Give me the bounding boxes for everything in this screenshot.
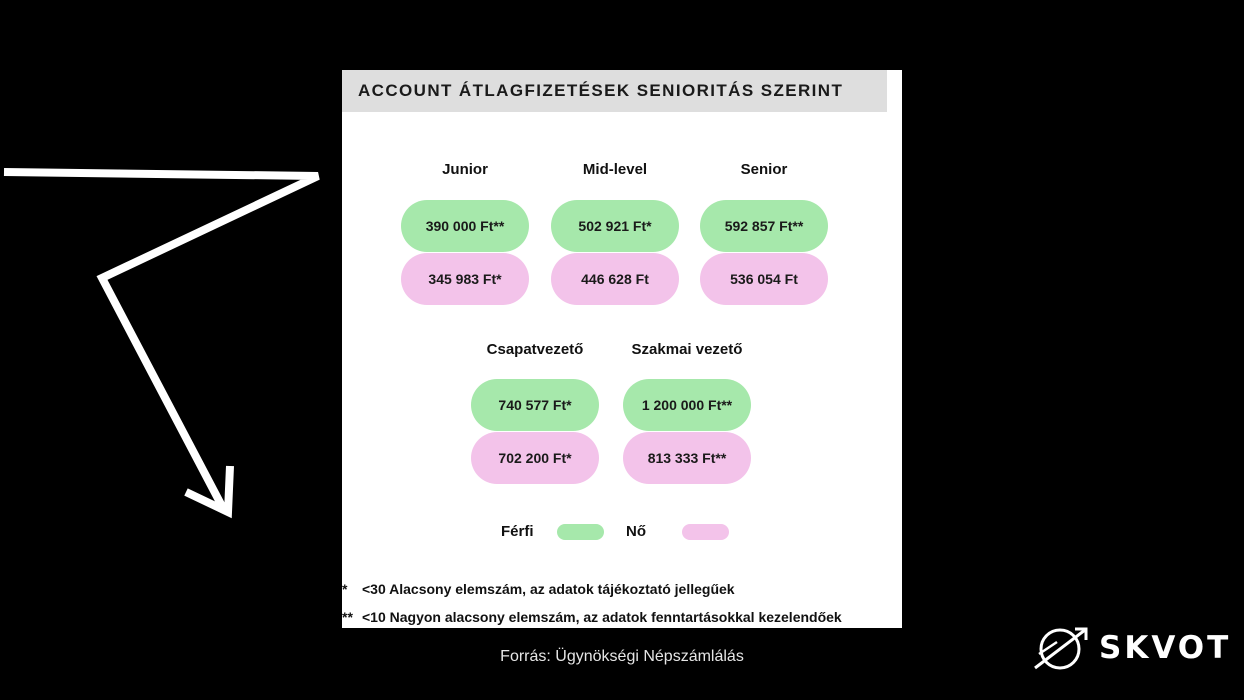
legend-male-label: Férfi [501, 523, 534, 540]
level-junior-label: Junior [442, 161, 488, 178]
mid-male-value: 502 921 Ft* [551, 200, 679, 252]
level-mid-label: Mid-level [582, 161, 648, 178]
footnote-double-star [342, 609, 842, 625]
senior-male-value: 592 857 Ft** [700, 200, 828, 252]
logo-text: SKVOT [1099, 630, 1232, 666]
professional-lead-male-value: 1 200 000 Ft** [623, 379, 751, 431]
card-title: ACCOUNT ÁTLAGFIZETÉSEK SENIORITÁS SZERINT [342, 70, 887, 112]
team-lead-male-value: 740 577 Ft* [471, 379, 599, 431]
legend-female-label: Nő [626, 523, 646, 540]
level-professional-lead-label: Szakmai vezető [631, 341, 743, 358]
professional-lead-female-value: 813 333 Ft** [623, 432, 751, 484]
level-team-lead-label: Csapatvezető [486, 341, 584, 358]
footnote-single-star [342, 581, 735, 597]
junior-male-value: 390 000 Ft** [401, 200, 529, 252]
mid-female-value: 446 628 Ft [551, 253, 679, 305]
junior-female-value: 345 983 Ft* [401, 253, 529, 305]
source-caption: Forrás: Ügynökségi Népszámlálás [500, 648, 744, 665]
rocket-globe-icon [1033, 624, 1091, 672]
footnote-text: <30 Alacsony elemszám, az adatok tájékoztató jellegűek [362, 581, 735, 597]
senior-female-value: 536 054 Ft [700, 253, 828, 305]
level-senior-label: Senior [740, 161, 788, 178]
footnote-mark: * [342, 581, 348, 597]
footnote-mark: ** [342, 609, 353, 625]
team-lead-female-value: 702 200 Ft* [471, 432, 599, 484]
salary-card [342, 70, 902, 628]
footnote-text: <10 Nagyon alacsony elemszám, az adatok fenntartásokkal kezelendőek [362, 609, 842, 625]
decorative-arrow [0, 0, 340, 540]
legend-female-swatch [682, 524, 729, 540]
legend-male-swatch [557, 524, 604, 540]
